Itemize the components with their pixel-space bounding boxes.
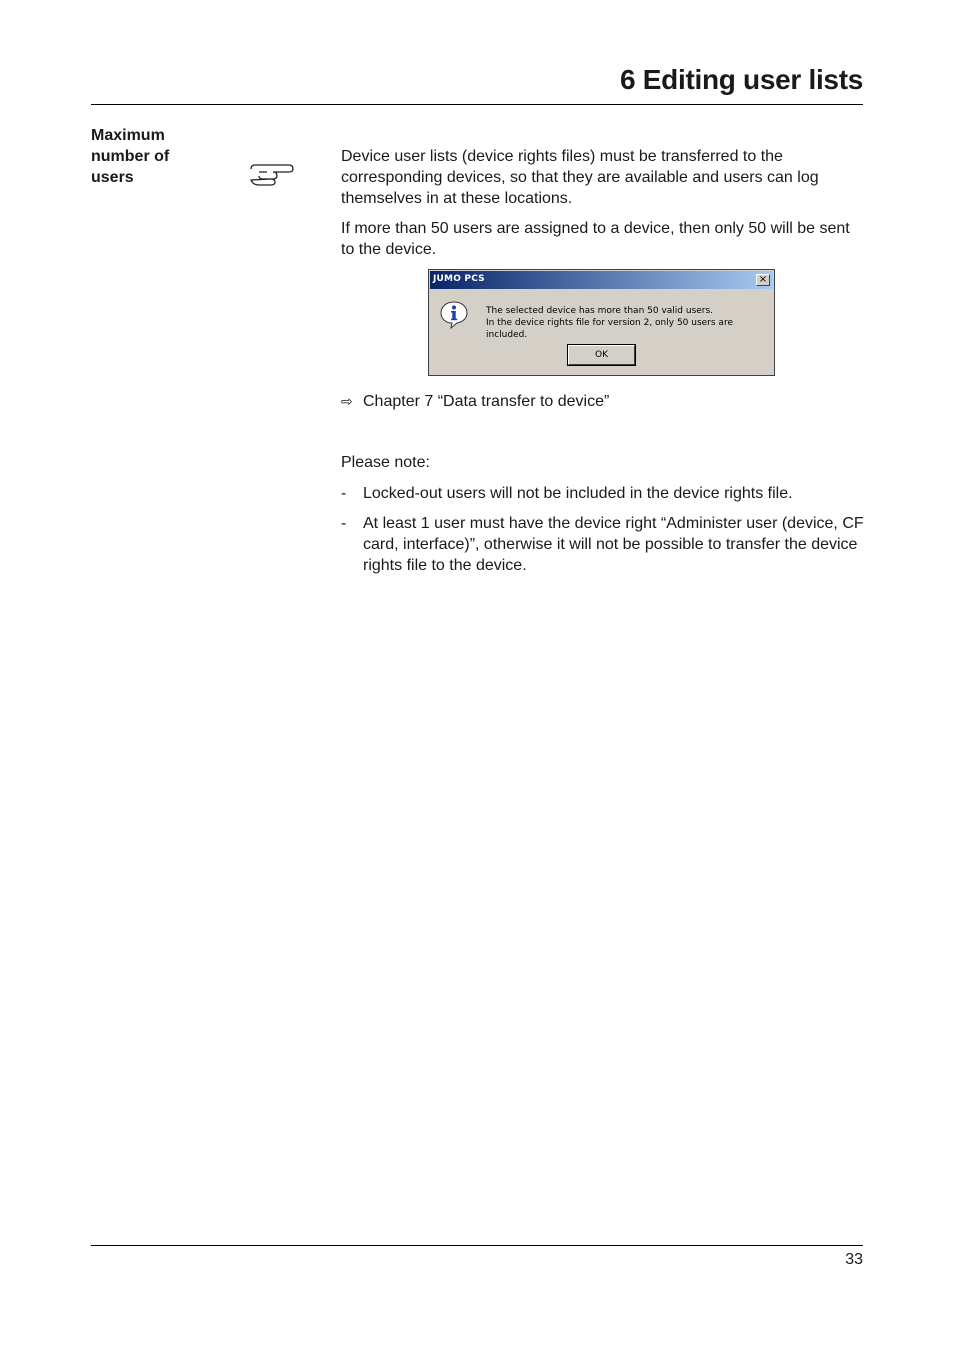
list-item-text: Locked-out users will not be included in the device rights file.	[363, 485, 793, 502]
paragraph-device-lists: Device user lists (device rights files) must be transferred to the corresponding devices, so that they are available and users can log themselves in at these locations.	[341, 148, 819, 207]
note-list	[341, 483, 865, 585]
list-item	[341, 513, 865, 576]
cross-reference-text: Chapter 7 “Data transfer to device”	[363, 393, 610, 410]
chapter-title: 6 Editing user lists	[620, 64, 863, 95]
dialog-title: JUMO PCS	[433, 274, 485, 284]
cross-reference-arrow-icon: ⇨	[341, 393, 353, 409]
close-button[interactable]: ×	[756, 274, 770, 286]
pointing-hand-icon	[249, 160, 295, 188]
dialog-message-line-1: The selected device has more than 50 valid users.	[486, 306, 714, 316]
list-marker: -	[341, 515, 347, 532]
section-heading: Maximum number of users	[91, 127, 170, 186]
message-dialog	[428, 269, 775, 376]
ok-button[interactable]: OK	[568, 345, 635, 365]
dialog-titlebar[interactable]	[430, 271, 773, 289]
info-icon	[439, 300, 469, 330]
list-marker: -	[341, 485, 347, 502]
page-number: 33	[845, 1251, 863, 1268]
footer-rule	[91, 1245, 863, 1246]
list-item	[341, 483, 865, 504]
list-item-text: At least 1 user must have the device right “Administer user (device, CF card, interface)”, otherwise it will not be possible to transfer the device rights file to the device.	[363, 515, 864, 574]
paragraph-user-limit: If more than 50 users are assigned to a device, then only 50 will be sent to the device.	[341, 220, 850, 258]
dialog-message	[486, 305, 774, 341]
dialog-message-line-2: In the device rights file for version 2, only 50 users are included.	[486, 318, 733, 340]
note-heading: Please note:	[341, 454, 430, 471]
header-rule	[91, 104, 863, 105]
chapter-cross-reference[interactable]	[341, 391, 609, 412]
